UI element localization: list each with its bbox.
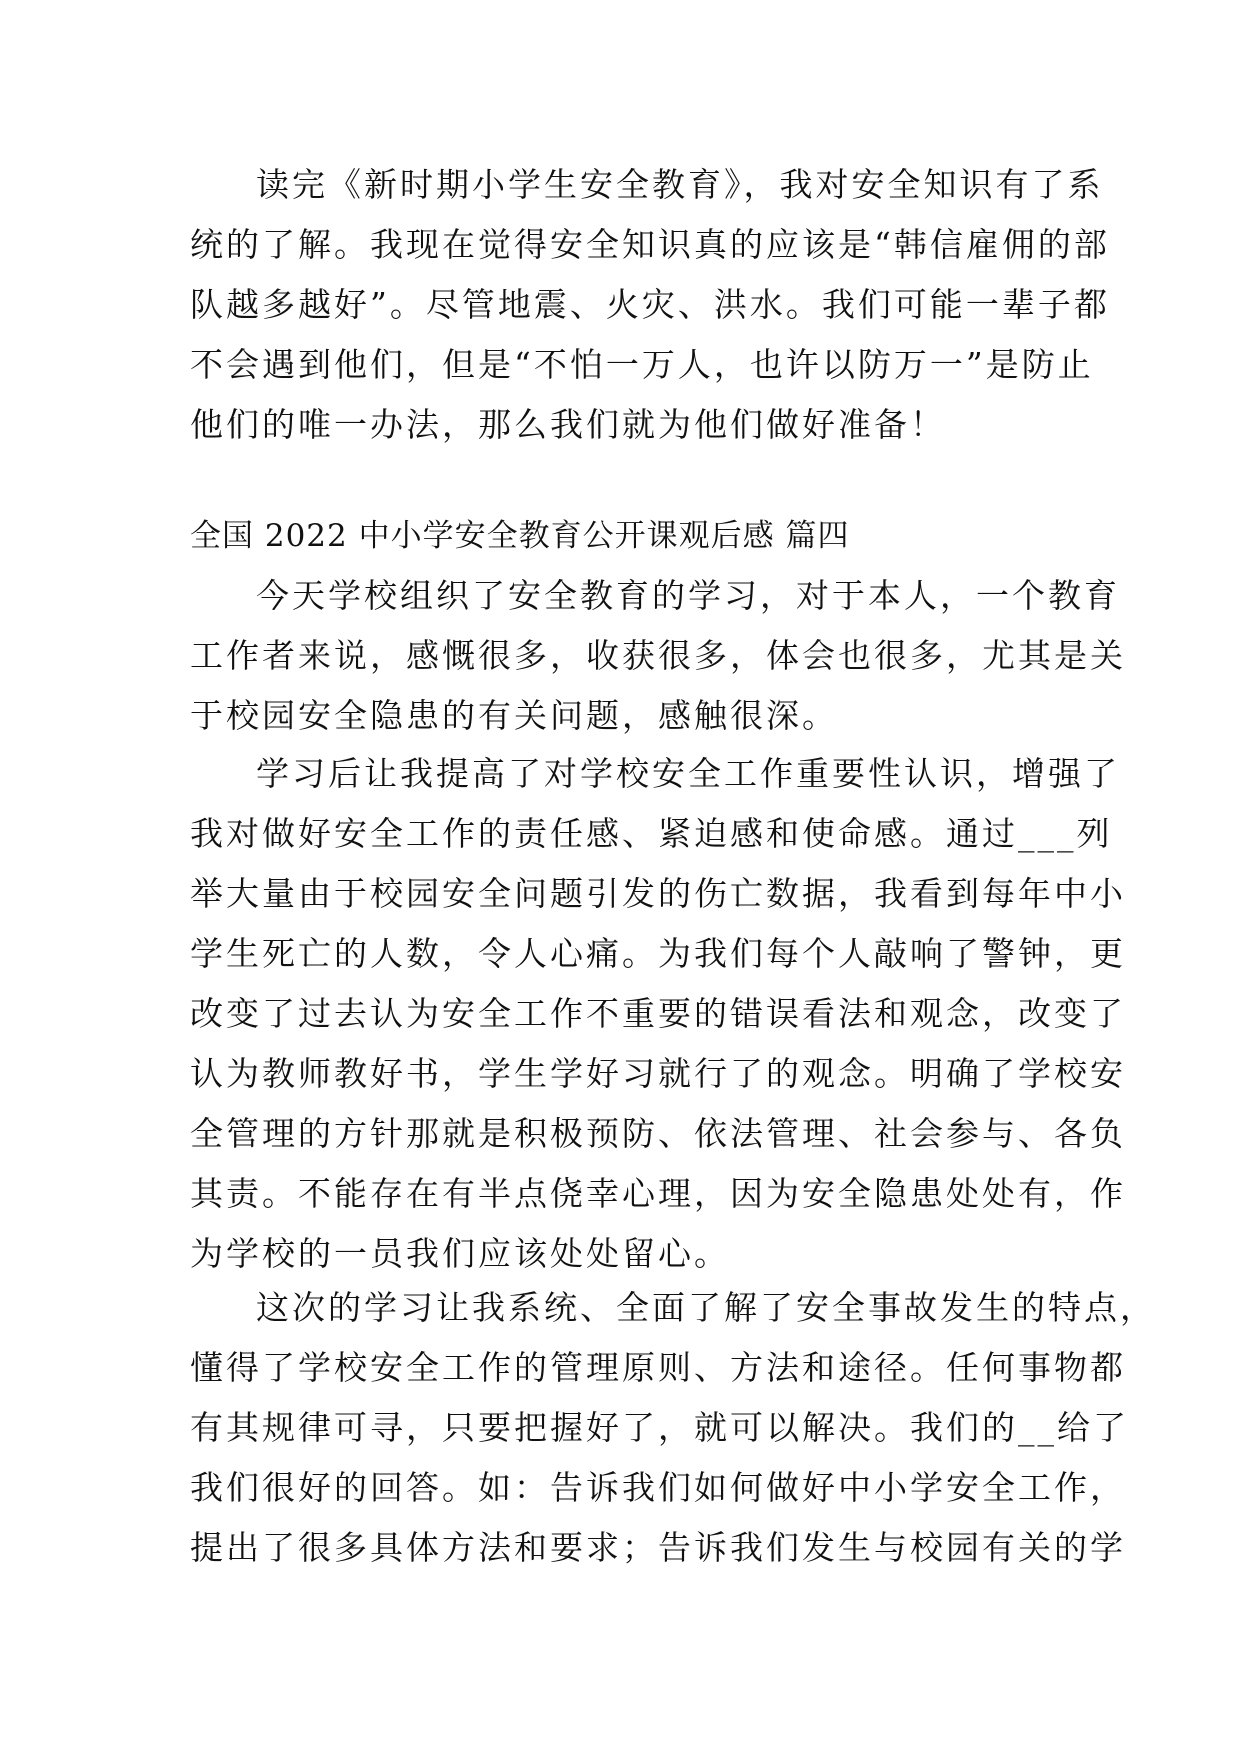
paragraph-line: 我对做好安全工作的责任感、紧迫感和使命感。通过___列: [190, 814, 1113, 853]
paragraph-line: 统的了解。我现在觉得安全知识真的应该是“韩信雇佣的部: [190, 225, 1110, 264]
paragraph-3: [190, 744, 1126, 1284]
paragraph-line: 工作者来说，感慨很多，收获很多，体会也很多，尤其是关: [190, 636, 1126, 675]
paragraph-line: 于校园安全隐患的有关问题，感触很深。: [190, 696, 838, 735]
paragraph-line: 学生死亡的人数，令人心痛。为我们每个人敲响了警钟，更: [190, 934, 1126, 973]
paragraph-line: 有其规律可寻，只要把握好了，就可以解决。我们的__给了: [190, 1408, 1129, 1447]
paragraph-line: 队越多越好”。尽管地震、火灾、洪水。我们可能一辈子都: [190, 285, 1110, 324]
paragraph-line: 他们的唯一办法，那么我们就为他们做好准备！: [190, 405, 946, 444]
paragraph-line: 学习后让我提高了对学校安全工作重要性认识，增强了: [256, 754, 1120, 793]
paragraph-line: 今天学校组织了安全教育的学习，对于本人，一个教育: [256, 576, 1120, 615]
paragraph-1: [190, 155, 1110, 455]
paragraph-line: 全管理的方针那就是积极预防、依法管理、社会参与、各负: [190, 1114, 1126, 1153]
paragraph-line: 改变了过去认为安全工作不重要的错误看法和观念，改变了: [190, 994, 1126, 1033]
paragraph-line: 为学校的一员我们应该处处留心。: [190, 1234, 730, 1273]
paragraph-4: [190, 1278, 1156, 1578]
paragraph-line: 读完《新时期小学生安全教育》，我对安全知识有了系: [256, 165, 1104, 204]
paragraph-line: 提出了很多具体方法和要求；告诉我们发生与校园有关的学: [190, 1528, 1126, 1567]
paragraph-line: 不会遇到他们，但是“不怕一万人，也许以防万一”是防止: [190, 345, 1094, 384]
paragraph-line: 这次的学习让我系统、全面了解了安全事故发生的特点，: [256, 1288, 1156, 1327]
paragraph-line: 懂得了学校安全工作的管理原则、方法和途径。任何事物都: [190, 1348, 1126, 1387]
paragraph-line: 我们很好的回答。如：告诉我们如何做好中小学安全工作，: [190, 1468, 1126, 1507]
section-heading: 全国 2022 中小学安全教育公开课观后感 篇四: [190, 518, 850, 554]
paragraph-line: 其责。不能存在有半点侥幸心理，因为安全隐患处处有，作: [190, 1174, 1126, 1213]
paragraph-line: 认为教师教好书，学生学好习就行了的观念。明确了学校安: [190, 1054, 1126, 1093]
paragraph-line: 举大量由于校园安全问题引发的伤亡数据，我看到每年中小: [190, 874, 1126, 913]
paragraph-2: [190, 566, 1126, 746]
